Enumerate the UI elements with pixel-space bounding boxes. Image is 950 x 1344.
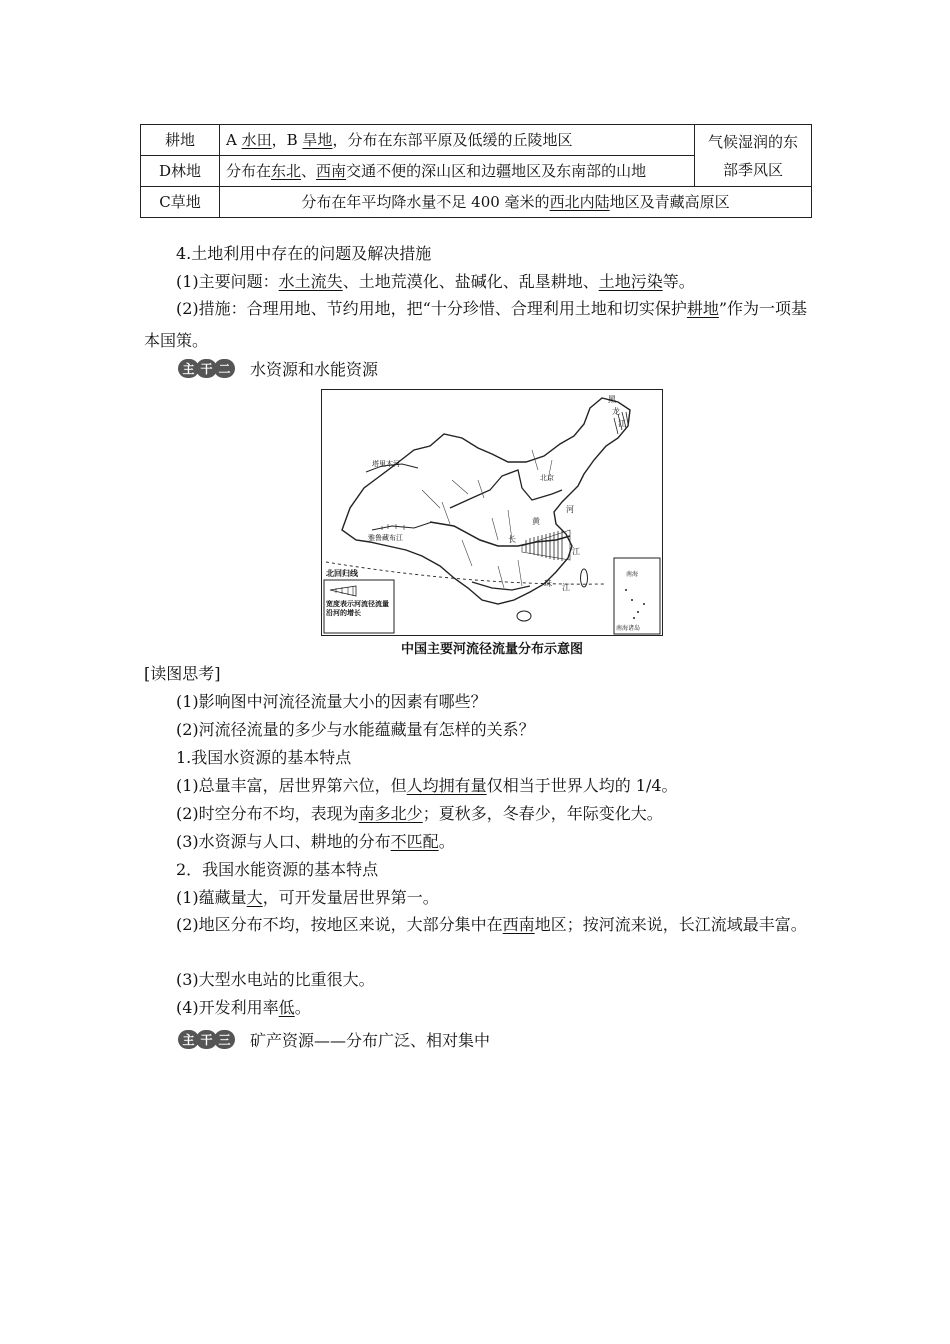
paragraph [176, 994, 311, 1022]
question: (1)影响图中河流径流量大小的因素有哪些？ [176, 692, 487, 711]
paragraph [176, 828, 455, 856]
underlined-term: 大 [246, 888, 263, 907]
underlined-term: 西南 [316, 162, 347, 180]
section-heading: 2．我国水能资源的基本特点 [176, 860, 379, 879]
text-run: ，B [271, 131, 303, 149]
text-run: 分布在年平均降水量不足 400 毫米的 [301, 193, 550, 211]
text-run: ；夏秋多，冬春少，年际变化大。 [422, 804, 663, 823]
badge-char: 主 [178, 1030, 199, 1049]
section-title: 水资源和水能资源 [250, 359, 379, 379]
table-row [141, 125, 812, 156]
text-run: (3)大型水电站的比重很大。 [176, 970, 375, 989]
underlined-term: 东北 [271, 162, 302, 180]
text-run: (2)地区分布不均，按地区来说，大部分集中在 [176, 915, 503, 934]
china-river-map [321, 389, 663, 636]
text-run: A [226, 131, 242, 149]
map-label: 黑 [608, 395, 616, 404]
map-label: 黄 [532, 517, 540, 526]
row-label: D林地 [141, 156, 220, 187]
underlined-term: 南多北少 [358, 804, 423, 823]
badge-char: 三 [214, 1030, 235, 1049]
badge-char: 干 [196, 359, 217, 378]
text-run: (4)开发利用率 [176, 998, 279, 1017]
underlined-term: 旱地 [302, 131, 333, 149]
text-run: 等。 [662, 272, 695, 291]
text-run: (1)总量丰富，居世界第六位，但 [176, 776, 407, 795]
text-run: ，分布在东部平原及低缓的丘陵地区 [332, 131, 573, 149]
row-description [220, 187, 812, 218]
text-run: ，可开发量居世界第一。 [262, 888, 439, 907]
row-label: C草地 [141, 187, 220, 218]
underlined-term: 西北内陆 [549, 193, 610, 211]
map-caption: 中国主要河流径流量分布示意图 [400, 642, 583, 657]
map-label: 江 [572, 547, 580, 556]
text-run: 分布在 [226, 162, 272, 180]
map-label: 河 [566, 505, 574, 514]
map-label: 北京 [540, 474, 554, 482]
underlined-term: 西南 [502, 915, 535, 934]
map-label: 北回归线 [326, 569, 358, 578]
underlined-term: 水土流失 [278, 272, 343, 291]
map-label: 江 [562, 583, 570, 592]
underlined-term: 低 [278, 998, 295, 1017]
section-badge [178, 358, 378, 378]
row-label: 耕地 [141, 125, 220, 156]
region-cell: 气候湿润的东部季风区 [695, 125, 812, 187]
section-title: 矿产资源——分布广泛、相对集中 [250, 1030, 491, 1050]
underlined-term: 人均拥有量 [406, 776, 487, 795]
text-run: 地区及青藏高原区 [609, 193, 730, 211]
text-run: 地区；按河流来说，长江流域最丰富。 [534, 915, 807, 934]
text-run: (3)水资源与人口、耕地的分布 [176, 832, 391, 851]
paragraph [176, 772, 678, 800]
map-label: 南海 [626, 571, 639, 578]
paragraph [176, 800, 663, 828]
map-label: 珠 [544, 579, 552, 588]
paragraph [176, 884, 439, 912]
text-run: 、 [301, 162, 317, 180]
section-heading: 1.我国水资源的基本特点 [176, 748, 352, 767]
underlined-term: 土地污染 [598, 272, 663, 291]
paragraph [144, 293, 812, 357]
underlined-term: 不匹配 [390, 832, 439, 851]
land-use-table [140, 124, 812, 218]
paragraph [144, 909, 812, 941]
row-description [220, 156, 695, 187]
text-run: (2)措施：合理用地、节约用地，把“十分珍惜、合理利用土地和切实保护 [176, 299, 687, 318]
badge-char: 二 [214, 359, 235, 378]
text-run: (2)时空分布不均，表现为 [176, 804, 359, 823]
section-badge [178, 1029, 490, 1049]
map-label: 塔里木河 [372, 460, 400, 468]
row-description [220, 125, 695, 156]
text-run: (1)蕴藏量 [176, 888, 247, 907]
text-run: 、土地荒漠化、盐碱化、乱垦耕地、 [342, 272, 599, 291]
badge-char: 主 [178, 359, 199, 378]
map-label: 龙 [612, 407, 620, 416]
section-heading: [读图思考] [144, 664, 221, 683]
text-run: 。 [438, 832, 455, 851]
map-graphic [322, 390, 662, 635]
map-label: 南海诸岛 [616, 625, 641, 632]
text-run: 仅相当于世界人均的 1/4。 [486, 776, 678, 795]
badge-char: 干 [196, 1030, 217, 1049]
map-legend-text: 宽度表示河流径流量沿河的增长 [326, 600, 389, 617]
text-run: (1)主要问题： [176, 272, 279, 291]
text-run: 交通不便的深山区和边疆地区及东南部的山地 [346, 162, 647, 180]
paragraph [176, 268, 695, 296]
underlined-term: 耕地 [686, 299, 719, 318]
question: (2)河流径流量的多少与水能蕴藏量有怎样的关系？ [176, 720, 535, 739]
text-run: 。 [294, 998, 311, 1017]
text-run: ”作为一项基本国策。 [144, 299, 808, 350]
paragraph [176, 966, 375, 994]
underlined-term: 水田 [241, 131, 272, 149]
table-row [141, 187, 812, 218]
map-label: 江 [618, 419, 626, 428]
map-label: 长 [508, 535, 516, 544]
map-label: 雅鲁藏布江 [368, 534, 403, 542]
section-heading: 4.土地利用中存在的问题及解决措施 [176, 244, 432, 263]
